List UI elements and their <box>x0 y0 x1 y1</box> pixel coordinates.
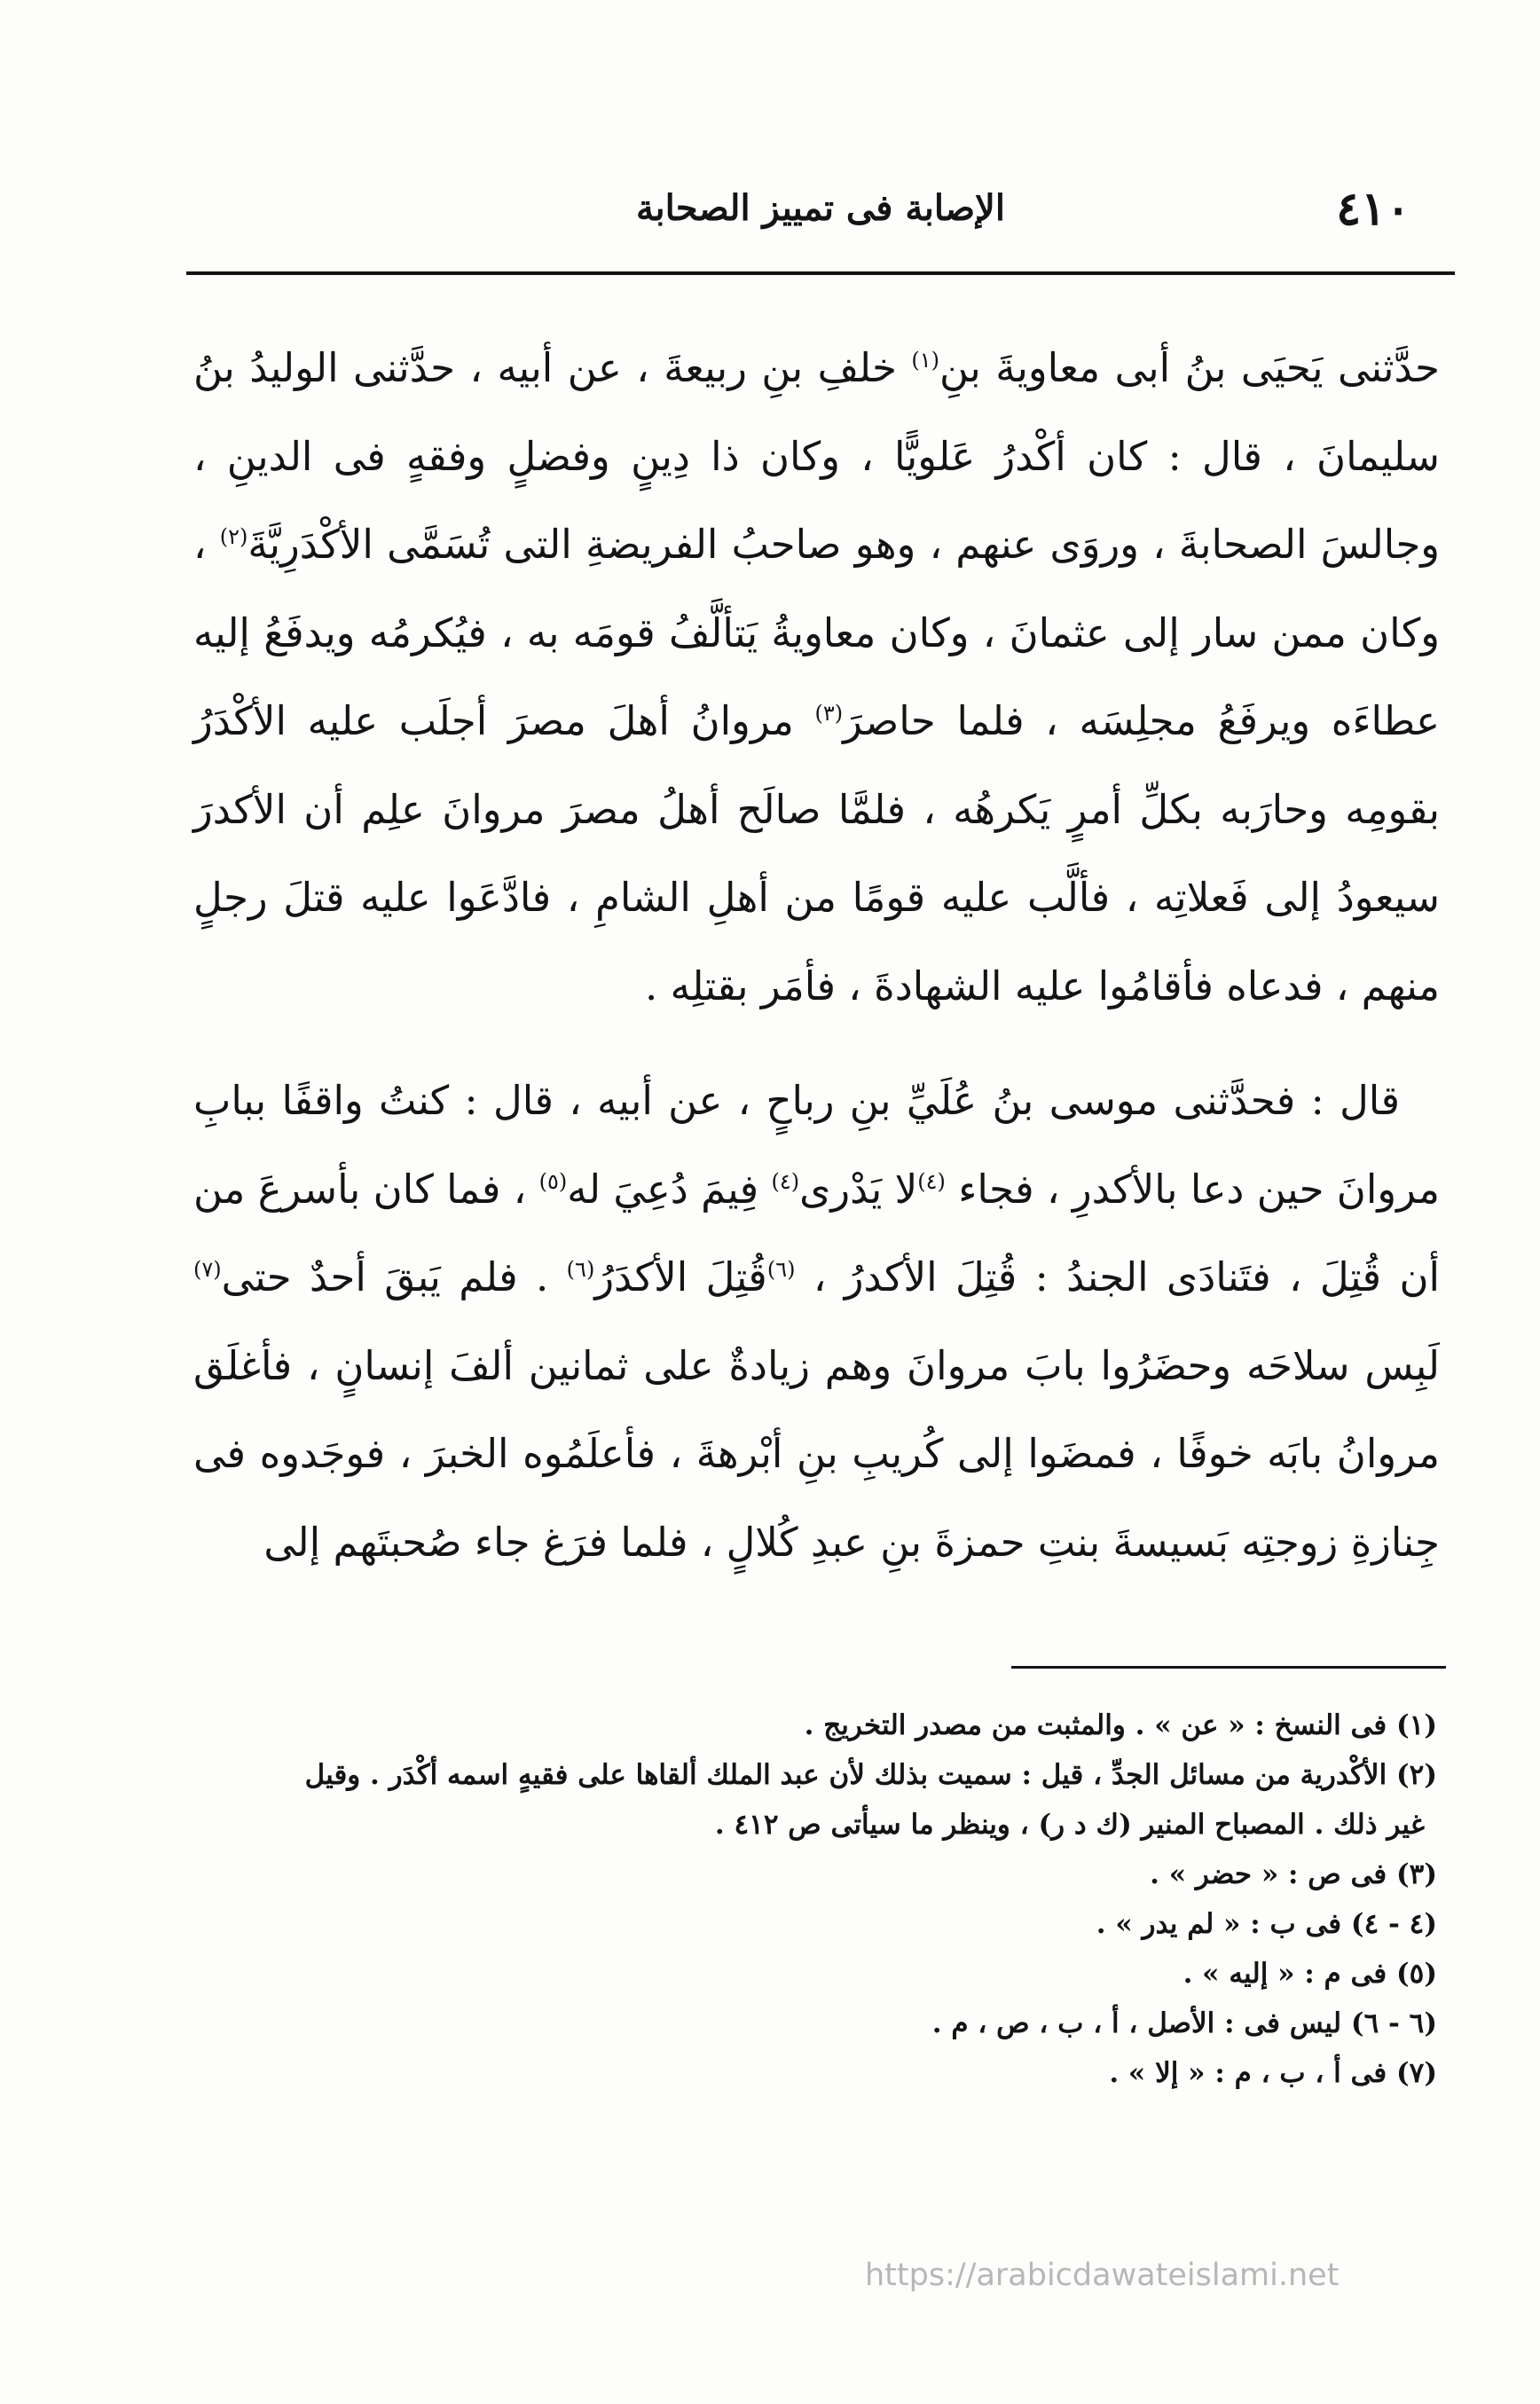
footnotes <box>200 1701 1437 2099</box>
watermark-url: https://arabicdawateislami.net <box>865 2258 1340 2293</box>
footnote-marker: (٤) <box>917 1168 946 1194</box>
footnote-marker: (٣) <box>814 701 844 726</box>
text-run: ، فما كان بأسرعَ من أن قُتِلَ ، فتَنادَى الجندُ : قُتِلَ الأكدرُ ، <box>193 1165 1440 1300</box>
text-run: حدَّثنى يَحيَى بنُ أبى معاويةَ بنِ <box>939 344 1440 391</box>
footnote: (١) فى النسخ : « عن » . والمثبت من مصدر التخريج . <box>804 1709 1437 1741</box>
page-number: ٤١٠ <box>1336 182 1410 236</box>
paragraph <box>193 1057 1440 1586</box>
footnote-marker: (١) <box>911 348 940 373</box>
footnote: (٣) فى ص : « حضر » . <box>1150 1858 1437 1890</box>
footnote: (٥) فى م : « إليه » . <box>1182 1958 1437 1990</box>
footnote: (٦ - ٦) ليس فى : الأصل ، أ ، ب ، ص ، م . <box>931 2007 1437 2039</box>
text-run: لَبِس سلاحَه وحضَرُوا بابَ مروانَ وهم زيادةٌ على ثمانين ألفَ إنسانٍ ، فأغلَق مروانُ بابَه خوفًا ، فمضَوا إلى كُريبِ بنِ أبْرهةَ ، فأعلَمُوه الخبرَ ، فوجَدوه فى جِنازةِ زوجتِه بَسيسةَ بنتِ حمزةَ بنِ عبدِ كُلالٍ ، فلما فرَغ جاء صُحبتَهم إلى <box>193 1341 1440 1566</box>
running-title: الإصابة فى تمييز الصحابة <box>636 187 1005 229</box>
page-header <box>186 182 1455 253</box>
main-text <box>193 324 1440 1586</box>
footnote-marker: (٦) <box>766 1257 796 1282</box>
footnote-marker: (٥) <box>538 1168 568 1194</box>
footnote-marker: (٦) <box>566 1257 595 1282</box>
text-run: قُتِلَ الأكدَرُ <box>594 1253 767 1300</box>
text-run: لا يَدْرى <box>799 1165 918 1213</box>
paragraph <box>193 324 1440 1030</box>
text-run: خلفِ بنِ ربيعةَ ، عن أبيه ، حدَّثنى الوليدُ بنُ سليمانَ ، قال : كان أكْدرُ عَلويًّا ، وكان ذا دِينٍ وفضلٍ وفقهٍ فى الدينِ ، وجالسَ الصحابةَ ، وروَى عنهم ، وهو صاحبُ الفريضةِ التى تُسَمَّى الأكْدَرِيَّةَ <box>193 344 1440 568</box>
text-run: مروانُ أهلَ مصرَ أجلَب عليه الأكْدَرُ بقومِه وحارَبه بكلِّ أمرٍ يَكرهُه ، فلمَّا صالَح أهلُ مصرَ مروانَ علِم أن الأكدرَ سيعودُ إلى فَعلاتِه ، فألَّب عليه قومًا من أهلِ الشامِ ، فادَّعَوا عليه قتلَ رجلٍ منهم ، فدعاه فأقامُوا عليه الشهادةَ ، فأمَر بقتلِه . <box>193 697 1440 1010</box>
text-run: ، وكان ممن سار إلى عثمانَ ، وكان معاويةُ يَتألَّفُ قومَه به ، فيُكرمُه ويدفَعُ إليه عطاءَه ويرفَعُ مجلِسَه ، فلما حاصرَ <box>193 521 1441 744</box>
header-rule <box>186 271 1455 275</box>
text-run: فِيمَ دُعِيَ له <box>567 1165 772 1213</box>
footnote-marker: (٢) <box>219 524 248 549</box>
footnote: (٧) فى أ ، ب ، م : « إلا » . <box>1109 2057 1437 2089</box>
footnote: (٢) الأكْدرية من مسائل الجدِّ ، قيل : سميت بذلك لأن عبد الملك ألقاها على فقيهٍ اسمه أكْدَر . وقيل <box>304 1759 1437 1791</box>
text-run: . فلم يَبقَ أحدٌ حتى <box>221 1253 567 1300</box>
footnote-marker: (٧) <box>193 1257 222 1282</box>
footnote-marker: (٤) <box>771 1168 800 1194</box>
footnote-separator <box>1011 1666 1446 1669</box>
text-run: قال : فحدَّثنى موسى بنُ عُلَيِّ بنِ رباحٍ ، عن أبيه ، قال : كنتُ واقفًا ببابِ مروانَ حين دعا بالأكدرِ ، فجاء <box>193 1077 1441 1213</box>
footnote-continuation: غير ذلك . المصباح المنير (ك د ر) ، وينظر ما سيأتى ص ٤١٢ . <box>714 1809 1425 1841</box>
footnote: (٤ - ٤) فى ب : « لم يدر » . <box>1096 1908 1437 1940</box>
